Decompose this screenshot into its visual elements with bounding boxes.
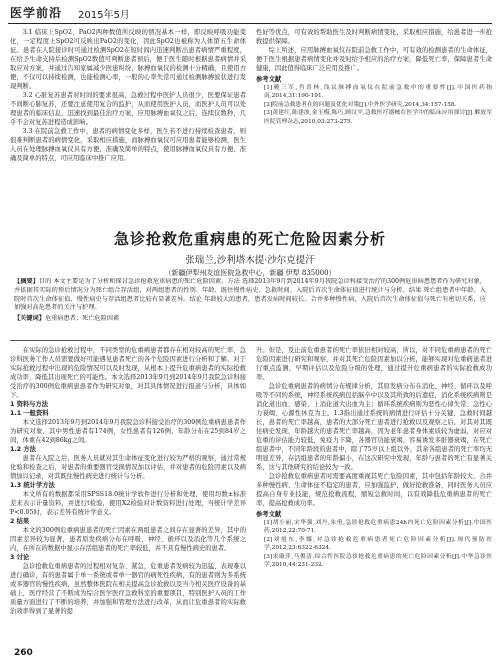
paragraph: 患者在入院之后，医务人员就对其生命体征变化进行较为严格的观察，通过常规化验和检查之后，对患者的重要器官受损情况加以评估，并对患者的危险因素以及病情加以记录，对其既往慢性病史进行统计与分析。 (10, 455, 246, 480)
paragraph: 急诊危重病患者的病情分布规律分析，其原发病分布在消化、神经、循环以及呼吸等不同的系统，神经系统疾病包括脑卒中以及其所致的后遗症，消化系统疾病则是消化道出血、感染、上消化道大出血为主；循环系统疾病则为恶性心律失常、急性心力衰竭、心源性休克为主。1.3指出通过系统的病情进行评估十分关键，急救时间越长，患者的死亡率越高，患者的大部分死亡患者进行抢救以及观察之后，对其对其既往病史发现，年龄越大的患者死亡率越高，因为老年患者身体素质较为虚弱，对应对危重的评估能力较低，免疫力下降，各器官功能衰竭，容易诱发多脏器衰竭，在死亡组患者中，不同年龄段的患者中，除了75岁以上组以外，其余各组患者的死亡率均无明显差异，存活组患者的年龄偏小，在这次研究中发现，年龄与患者的死亡有显著关系，这与其他研究的结论较为一致。 (256, 383, 492, 471)
section-heading: 1.3 统计学方法 (10, 482, 55, 489)
references-heading: 参考文献 (256, 511, 282, 518)
article-title: 急诊抢救危重病患的死亡危险因素分析 (113, 230, 386, 248)
article-abstract (14, 278, 486, 324)
references-heading: 参考文献 (256, 76, 282, 83)
article-right-column (256, 346, 492, 569)
keywords-line (14, 315, 486, 324)
keywords-label: 【关键词】 (14, 315, 45, 323)
paragraph: 3.3 在院前急救工作中，患者的病情变化多样，医生若不进行持续检查患者，则很难判断患者的病情变化，采取相应措施，而脉搏血氧仪可应用患者能够检测，医生人员在处理脉搏血氧仪具有方便、准确及简单的特点，使用脉搏血氧仪具有方便、准确及简单的特点，可应用临床中推广应用。 (10, 128, 246, 162)
abstract-divider (10, 340, 490, 341)
reference-item: [3]黄建红,陈建波,金玉梅,陈巧,顾汉平,急救医疗器械在医学中的临床应用探讨[J].解放军医院管理杂志,2010,03:273-275. (264, 110, 492, 125)
paragraph: 本文的300例危重病患患者的死亡因素在两组患者之间存在显著的差异，其中的因素差异较为显著，患者原发疾病分布在呼吸、神经、循环以及消化等几个系统之内，在所在的数据中显示存活组患者的死亡率较低，并不具有慢性病史的患者。 (10, 527, 246, 552)
header-rule (8, 23, 492, 24)
journal-brand: 医学前沿 (10, 6, 63, 20)
article-title-block (0, 228, 500, 278)
section-heading: 1.2 方法 (10, 446, 36, 453)
paragraph: 急诊抢救危重病患者时需要高度重视其死亡危险因素，其中包括年龄较大、合并多种慢性病、生命体征不稳定的患者，应加强监护，做好抢救准备，同时医务人员应提高自身专业技能，规范抢救流程，缩短急救时间，以有效降低危重病患者的死亡率，提高抢救成功率。 (256, 473, 492, 507)
paragraph: 3.1 临床上SpO2、PaO2两种数值所反映的情况基本一样，即反映呼吸功能变化，一定程度上SpO2可反映出PaO2的变化，因此SpO2也被称为人体第五生命体征。患者在人院接诊时可通过检测SpO2在短时间内迅速判断出患者病情严重程度，在给予生命支持后检测SpO2数值可判断患者预后，便于医生随时根据患者病情并采取应对方案，并通过告知家属减少医患纠纷，脉搏血氧仪的检测十分精确，且使用方便，不仅可以持续检测，也能检测心率，一般的心率失常可通过检测脉搏波状进行发现判断。 (10, 29, 246, 90)
abstract-label: 【摘要】 (14, 278, 39, 285)
section-heading: 1 资料与方法 (10, 401, 49, 408)
article-authors: 张瑞兰,沙利塔木提·沙尔克提汗 (185, 255, 315, 266)
paragraph: 升。但是，及止前危重患者的死亡率依旧相对较高，所以，对不同危重病患者的死亡危险因素进行研究和观察，并对其死亡危险因素加以分析，能够实现对危重病患者进行重点监测，早期评估以及危险分级的处理，通过提升危重病患者的实际抢救成功率。 (256, 347, 492, 381)
paragraph: 急诊抢救危重病患者的过程相对复杂、紧急，危重患者发病较为迅猛、表现难以进行确诊，有的患者属于单一系统或者单一器官的病死性疾病，有的患者则为多系统或多器官的慢性疾病，虽然整体医院在相关提高急诊抢救以及当今相关医疗设备的基础上，医疗经营了不断成为综合医学医疗急救科室的重要项目，特别医护人员的工作质量方面进行了不断的培养，并加强和管理方法进行改革，从而让危重患者的实际救治效率得到了显著的提 (10, 563, 246, 615)
keywords-text: 危重病患者；死亡危险因素 (44, 315, 120, 323)
previous-article-right-column (256, 28, 492, 126)
reference-item: [2]院前急救患者在的问题及优化对策[J].中外医学研究,2014,34:157-158. (264, 101, 457, 108)
paragraph: 在实际的急诊抢救过程中，不同类型的危重病患者都存在相对较高的死亡率，急诊科医务工作人员需要做好可能遇见患者死亡的各个危险因素进行分析和了解，对于实际抢救过程中出现的危险情况可以及时发现，从根本上提升危重病患者的实际抢救成功率，降低其出现死亡的可能性。本文选择2013年9月到2014年9月我院急诊科接受治疗的300例危重病患患者作为研究对象，对其具体情况进行报道与分析，具体如下。 (10, 347, 246, 399)
paragraph: 本文所有的数据都采用SPSS18.0统计学软件进行分析和处理，使用均数±标准差来表示计量资料，并进行t检验，使用X2检验对计数资料进行处理，当统计学差异P<0.05时，表示差异有统计学意义。 (10, 491, 246, 516)
section-heading: 2 结果 (10, 518, 30, 525)
section-heading: 3 讨论 (10, 554, 30, 561)
paragraph: 性好等优点，可有效的帮助医生及时判断病情变化，采取相应措施，给患者进一步抢救提供保障。 (256, 29, 492, 45)
previous-article-left-column (10, 28, 246, 163)
reference-item: [1]胡小丽,宋华强,刘丹,朱勇,急诊抢救危重病患24h内死亡危险因素分析[J].中国医药,2012,22:70-71. (264, 520, 492, 535)
reference-item: [2]刘旭东,李娜,对急诊抢救危重病患者死亡危险因素分析[J].现代预防医学,2012,23:6322-6324. (264, 536, 492, 552)
paragraph: 综上所述，应用脉搏血氧仪在院前急救工作中，可有效的检测患者的生命体征，便于医生根据患者病情变化并及时给予相应的治疗方案，降低死亡率，保障患者生命健康，因此值得临床广泛应用及推广。 (256, 47, 492, 72)
paragraph: 本文选择2013年9月到2014年9月我院急诊科接受治疗的300例危重病患患者作为研究对象，其中男性患者有174例，女性患者有126例，年龄分布在25到84岁之间，体重在42到86kg之间。 (10, 419, 246, 444)
reference-item: [3]宋璇萍,马俊清,综合性医院急诊抢救危重病患的死亡危险因素分析[J].中华急诊医学,2010,44:231-232. (264, 553, 492, 569)
issue-date: 2015年5月 (78, 10, 130, 21)
abstract-text: 目的 本文主要是为了分析和探讨急诊抢救危重病患的死亡危险因素。方法 选择2013年9月到2014年9月我院急诊科接受治疗的300例危重病患患者作为研究对象，并依据其实际的预后情况分为死亡组合存活组，对两组患者的性别、年龄、既往慢性病史、急救时间、入院后首次生命体征值进行统计与分析。结果 死亡组患者中年龄、入院时首次生命体征值、慢性病史与存活组患者比较有显著差异。结论 年龄较大的患者，患者发病时间较长、合并多种慢性病，入院后首次生命体征值与死亡有密切关系，应加强对高危患者的关注与护理。 (14, 278, 486, 312)
journal-header (0, 0, 500, 24)
article-left-column (10, 346, 246, 616)
page-number: 260 (14, 648, 33, 658)
paragraph: 3.2 心脏复苏患者对时间的要求很高，急救过程中医护人员很少，医要保证患者不间断心肺复苏，还要注意使用复合的监护，从而使用医护人员，而医护人员可以处理患者的临床信息，迅速找到最佳治疗方案，应用脉搏血氧仪之后，连续仪数秒，几乎不会对复苏进程造成影响。 (10, 92, 246, 126)
reference-item: [1]赖三军,肖喜林,浅议脉搏血氧仪在院前急救中的重要性[J].中国医药指南,2014,31:190-191. (264, 85, 492, 100)
section-heading: 1.1 一般资料 (10, 410, 49, 417)
article-affiliation: （新疆伊犁州友谊医院急救中心，新疆 伊犁 835000） (164, 269, 336, 277)
